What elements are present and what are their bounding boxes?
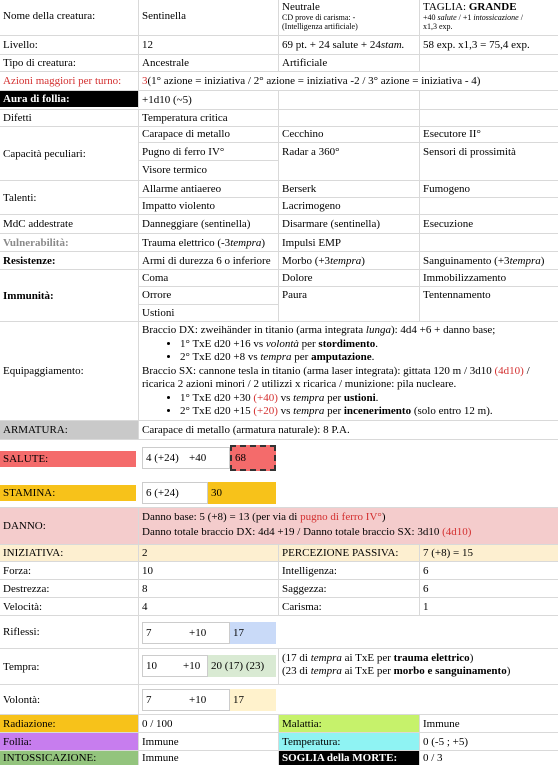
size-note: salute: [437, 13, 457, 22]
eq-text: ): 4d4 +6 + danno base;: [390, 324, 496, 336]
size-value: GRANDE: [468, 1, 517, 13]
size-note: /: [518, 13, 523, 22]
stamina-total: 30: [208, 482, 276, 504]
resistance-item: Armi di durezza 6 o inferiore: [139, 252, 279, 269]
size-note-2: x1,3 exp.: [423, 22, 453, 31]
level-exp: 58 exp. x1,3 = 75,4 exp.: [423, 39, 530, 51]
note-text: ai TxE per: [341, 652, 394, 664]
type-empty: [420, 55, 558, 71]
size-note: / +1: [456, 13, 474, 22]
madness-aura-row: [0, 91, 558, 110]
talent-item: Allarme antiaereo: [139, 181, 278, 198]
fortitude-notes: [279, 649, 558, 684]
immunities-col-1: [139, 270, 279, 321]
alignment-value: Neutrale: [282, 1, 320, 13]
speed-value: 4: [139, 598, 279, 615]
temperature-value: 0 (-5 ; +5): [423, 735, 468, 748]
size-cell: [420, 0, 558, 35]
immunity-item: Ustioni: [142, 307, 175, 319]
fortitude-row: [0, 649, 558, 685]
perception-value: 7 (+8) = 15: [423, 547, 473, 559]
reflexes-base: 7: [142, 622, 186, 644]
health-base: 4 (+24): [142, 447, 186, 469]
will-bonus: +10: [186, 689, 230, 711]
immunity-item: Dolore: [279, 270, 419, 287]
note-text: tempra: [310, 665, 342, 677]
flaws-row: [0, 110, 558, 127]
resistances-label: Resistenze:: [0, 252, 139, 269]
level-points-stam: stam.: [380, 39, 405, 51]
equipment-label: Equipaggiamento:: [0, 322, 139, 420]
eq-text: 1° TxE d20 +16 vs: [180, 337, 266, 350]
resistance-text: Sanguinamento (+3: [423, 254, 510, 267]
immunities-col-2: [279, 270, 420, 321]
eq-text: (solo entro 12 m).: [411, 405, 493, 417]
eq-text: incenerimento: [343, 405, 412, 417]
immunity-item: Orrore: [139, 287, 278, 305]
equipment-dx-roll: [180, 351, 555, 365]
damage-base: [142, 510, 555, 525]
ability-item: Radar a 360°: [282, 146, 340, 158]
talents-col-2: [279, 181, 420, 214]
eq-text: .: [371, 351, 375, 363]
charisma-value: 1: [423, 600, 429, 613]
alignment-cell: [279, 0, 420, 35]
immunity-item: Coma: [139, 270, 278, 287]
resistance-item: [420, 252, 558, 269]
note-text: (17 di: [282, 652, 311, 664]
actions-label: Azioni maggiori per turno:: [0, 72, 139, 90]
eq-text: ustioni: [343, 391, 376, 404]
eq-text: 2° TxE d20 +15: [180, 405, 254, 417]
initiative-value: 2: [139, 545, 279, 561]
armor-value: Carapace di metallo (armatura naturale): 8 P.A.: [142, 424, 350, 436]
note-text: (23 di: [282, 665, 311, 677]
intelligence-label: Intelligenza:: [279, 562, 420, 579]
stamina-label: STAMINA:: [0, 485, 136, 501]
eq-text: per: [291, 351, 312, 363]
talent-item: Fumogeno: [420, 181, 558, 198]
madness-aura-empty: [279, 91, 420, 109]
resistance-item: [279, 252, 420, 269]
immunity-item: Paura: [282, 289, 308, 301]
damage-text: ): [381, 511, 386, 523]
immunities-label: Immunità:: [0, 270, 139, 321]
equipment-sx: [142, 365, 555, 379]
damage-total: [142, 525, 555, 540]
equipment-dx: [142, 324, 555, 338]
eq-text: per: [324, 405, 344, 417]
fortitude-bonus: +10: [180, 655, 208, 677]
eq-text: amputazione: [311, 351, 372, 363]
resistance-stat: tempra: [330, 254, 362, 267]
name-label: Nome della creatura:: [0, 0, 139, 35]
fortitude-label: Tempra:: [0, 649, 139, 684]
madness-label: Follia:: [0, 733, 139, 750]
level-row: [0, 36, 558, 55]
death-threshold-label: [279, 751, 420, 765]
damage-text: (4d10): [442, 526, 472, 538]
death-threshold-label-text: SOGLIA della MORTE:: [282, 752, 398, 764]
resistance-text: ): [540, 254, 545, 267]
ability-item: Cecchino: [279, 127, 419, 143]
equipment-sx-reload: ricarica 2 azioni minori / 2 utilizzi x ricarica / munizione: pila nucleare.: [142, 378, 457, 390]
eq-text: per: [298, 337, 319, 350]
eq-text: tempra: [293, 391, 325, 404]
type-label: Tipo di creatura:: [0, 55, 139, 71]
fortitude-note: [282, 652, 555, 665]
equipment-sx-list: [142, 392, 555, 419]
alignment-note-2: (Intelligenza artificiale): [282, 22, 358, 31]
talent-item-empty: [420, 198, 558, 214]
intoxication-value: Immune: [139, 751, 279, 765]
level-points-text: 69 pt. + 24 salute + 24: [282, 39, 381, 51]
speed-label: Velocità:: [0, 598, 139, 615]
note-text: trauma elettrico: [393, 652, 470, 664]
equipment-sx-roll: [180, 405, 555, 419]
flaws-value: Temperatura critica: [139, 110, 279, 126]
note-text: ): [469, 652, 474, 664]
actions-row: [0, 72, 558, 91]
vulnerability-empty: [420, 234, 558, 251]
conditions-row: [0, 715, 558, 733]
level-label: Livello:: [0, 36, 139, 54]
will-label: Volontà:: [0, 685, 139, 714]
charisma-label: Carisma:: [279, 598, 420, 615]
size-prefix: TAGLIA:: [423, 1, 469, 13]
talent-item: Berserk: [279, 181, 419, 198]
dexterity-label: Destrezza:: [0, 580, 139, 597]
eq-text: per: [324, 391, 344, 404]
intelligence-value: 6: [423, 564, 429, 577]
vulnerability-item: [139, 234, 279, 251]
eq-text: /: [523, 364, 530, 377]
stamina-base: 6 (+24): [142, 482, 208, 504]
damage-content: [139, 508, 558, 544]
flaws-empty: [420, 110, 558, 126]
alignment-note-1: CD prove di carisma: -: [282, 13, 356, 22]
actions-text: (1° azione = iniziativa / 2° azione = iniziativa -2 / 3° azione = iniziativa - 4): [147, 75, 481, 87]
eq-text: 1° TxE d20 +30: [180, 391, 254, 404]
fortitude-base: 10: [142, 655, 180, 677]
ability-item: Sensori di prossimità: [423, 146, 516, 158]
damage-text: Danno base: 5 (+8) = 13 (per via di: [142, 511, 301, 523]
vulnerability-text: Trauma elettrico (-3: [142, 236, 231, 249]
eq-text: vs: [277, 405, 294, 417]
health-total: 68: [230, 445, 276, 471]
equipment-dx-list: [142, 338, 555, 365]
stats-row: [0, 562, 558, 580]
madness-aura-label: [0, 91, 139, 109]
ability-item: Visore termico: [142, 164, 208, 176]
eq-text: 2° TxE d20 +8 vs: [180, 351, 261, 363]
eq-text: (+40): [253, 391, 278, 404]
will-total: 17: [230, 689, 276, 711]
strength-label: Forza:: [0, 562, 139, 579]
reflexes-total: 17: [230, 622, 276, 644]
fortitude-total: 20 (17) (23): [208, 655, 276, 677]
will-row: [0, 685, 558, 715]
resistance-text: Morbo (+3: [282, 254, 331, 267]
equipment-dx-roll: [180, 338, 555, 352]
vulnerability-stat: tempra: [230, 236, 262, 249]
death-threshold-value: 0 / 3: [423, 752, 443, 764]
eq-text: (4d10): [494, 364, 524, 377]
disease-value: Immune: [423, 717, 460, 730]
actions-value: [139, 72, 558, 90]
vulnerability-text: ): [261, 236, 266, 249]
trained-label: MdC addestrate: [0, 215, 139, 233]
intoxication-label: INTOSSICAZIONE:: [0, 751, 139, 765]
eq-text: lunga: [365, 324, 391, 336]
armor-label: ARMATURA:: [0, 421, 139, 439]
reflexes-row: [0, 616, 558, 649]
armor-row: [0, 421, 558, 440]
stats-row: [0, 580, 558, 598]
talents-row: [0, 181, 558, 215]
note-text: ai TxE per: [341, 665, 394, 677]
reflexes-label: Riflessi:: [0, 616, 139, 648]
note-text: tempra: [310, 652, 342, 664]
type-value-1: Ancestrale: [139, 55, 279, 71]
eq-text: volontà: [265, 337, 299, 350]
health-label-cell: [0, 440, 139, 478]
will-base: 7: [142, 689, 186, 711]
ability-item: Esecutore II°: [420, 127, 558, 143]
talent-item: Lacrimogeno: [282, 200, 341, 212]
eq-text: Braccio DX: zweihänder in titanio (arma integrata: [142, 324, 366, 336]
conditions-row: [0, 751, 558, 765]
health-label: SALUTE:: [0, 451, 136, 467]
abilities-col-3: [420, 127, 558, 180]
eq-text: tempra: [293, 405, 325, 417]
trained-item: Esecuzione: [423, 218, 474, 230]
conditions-row: [0, 733, 558, 751]
wisdom-value: 6: [423, 582, 429, 595]
damage-text: pugno di ferro IV°: [300, 511, 382, 523]
temperature-label: Temperatura:: [279, 733, 420, 750]
immunity-item: Immobilizzamento: [420, 270, 558, 287]
actions-count: 3: [142, 75, 148, 87]
talents-col-1: [139, 181, 279, 214]
trained-row: [0, 215, 558, 234]
immunity-item: Tentennamento: [423, 289, 491, 301]
initiative-row: [0, 545, 558, 562]
header-row: [0, 0, 558, 36]
equipment-content: [139, 322, 558, 420]
damage-row: [0, 508, 558, 545]
trained-item: Disarmare (sentinella): [279, 215, 420, 233]
madness-value: Immune: [139, 733, 279, 750]
madness-aura-value: +1d10 (~5): [139, 91, 279, 109]
fortitude-note: [282, 665, 555, 678]
eq-text: Braccio SX: cannone tesla in titanio (arma laser integrata): gittata 120 m / 3d10: [142, 364, 495, 377]
dexterity-value: 8: [139, 580, 279, 597]
eq-text: stordimento: [318, 337, 376, 350]
abilities-col-1: [139, 127, 279, 180]
note-text: morbo e sanguinamento: [393, 665, 507, 677]
eq-text: (+20): [253, 405, 278, 417]
note-text: ): [506, 665, 511, 677]
stamina-label-cell: [0, 478, 139, 507]
vulnerabilities-label: Vulnerabilità:: [0, 234, 139, 251]
trained-item: Danneggiare (sentinella): [139, 215, 279, 233]
initiative-label: INIZIATIVA:: [0, 545, 139, 561]
stamina-row: [0, 478, 558, 508]
abilities-col-2: [279, 127, 420, 180]
eq-text: tempra: [260, 351, 292, 363]
resistance-text: ): [361, 254, 365, 267]
disease-label: Malattia:: [279, 715, 420, 732]
type-value-2: Artificiale: [279, 55, 420, 71]
health-row: [0, 440, 558, 478]
resistance-stat: tempra: [509, 254, 541, 267]
size-note: intossicazione: [473, 13, 519, 22]
vulnerabilities-row: [0, 234, 558, 252]
eq-text: vs: [277, 391, 294, 404]
talents-label: Talenti:: [0, 181, 139, 214]
radiation-label: Radiazione:: [0, 715, 139, 732]
vulnerability-item: Impulsi EMP: [279, 234, 420, 251]
ability-item: Pugno di ferro IV°: [139, 145, 278, 161]
flaws-label: Difetti: [0, 110, 139, 126]
level-points: [279, 36, 420, 54]
reflexes-bonus: +10: [186, 622, 230, 644]
health-bonus: +40: [186, 447, 230, 469]
damage-text: Danno totale braccio DX: 4d4 +19 / Danno totale braccio SX: 3d10: [142, 526, 443, 538]
name-value: Sentinella: [139, 0, 279, 35]
eq-text: .: [375, 391, 379, 404]
abilities-label: Capacità peculiari:: [0, 127, 139, 180]
stats-row: [0, 598, 558, 616]
damage-label: DANNO:: [0, 508, 139, 544]
equipment-row: [0, 322, 558, 421]
resistances-row: [0, 252, 558, 270]
type-row: [0, 55, 558, 72]
radiation-value: 0 / 100: [139, 715, 279, 732]
strength-value: 10: [139, 562, 279, 579]
abilities-row: [0, 127, 558, 181]
eq-text: .: [375, 337, 378, 350]
ability-item: Carapace di metallo: [139, 127, 278, 143]
size-note: +40: [423, 13, 438, 22]
talents-col-3: [420, 181, 558, 214]
immunities-col-3: [420, 270, 558, 321]
talent-item: Impatto violento: [142, 200, 216, 212]
immunities-row: [0, 270, 558, 322]
wisdom-label: Saggezza:: [279, 580, 420, 597]
flaws-empty: [279, 110, 420, 126]
equipment-sx-roll: [180, 392, 555, 406]
perception-label: PERCEZIONE PASSIVA:: [279, 545, 420, 561]
madness-aura-label-text: Aura di follia:: [3, 93, 70, 105]
level-value: 12: [139, 36, 279, 54]
madness-aura-empty: [420, 91, 558, 109]
